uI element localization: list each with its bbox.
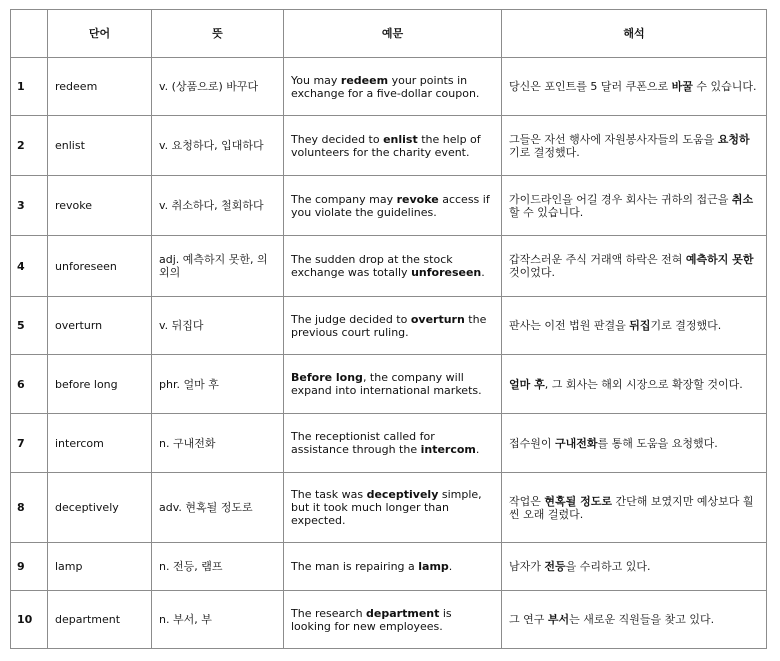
text-fragment: 기로 결정했다. bbox=[509, 145, 580, 159]
text-fragment: 기로 결정했다. bbox=[650, 319, 722, 332]
word-cell: lamp bbox=[48, 543, 152, 591]
header-meaning: 뜻 bbox=[152, 10, 284, 58]
highlight-text: 요청하 bbox=[717, 132, 750, 146]
text-fragment: 남자가 bbox=[509, 560, 545, 573]
table-row bbox=[11, 414, 767, 473]
highlight-text: enlist bbox=[383, 132, 418, 146]
example-cell bbox=[284, 591, 502, 649]
word-cell: overturn bbox=[48, 297, 152, 355]
example-cell bbox=[284, 355, 502, 414]
example-cell bbox=[284, 58, 502, 116]
text-fragment: The sudden drop at the stock exchange was totally bbox=[291, 253, 453, 279]
row-number: 8 bbox=[11, 473, 48, 543]
header-number bbox=[11, 10, 48, 58]
text-fragment: 접수원이 bbox=[509, 436, 556, 450]
text-fragment: , 그 회사는 해외 시장으로 확장할 것이다. bbox=[544, 377, 743, 391]
text-fragment: 판사는 이전 법원 판결을 bbox=[509, 319, 630, 332]
highlight-text: Before long bbox=[291, 371, 363, 384]
highlight-text: lamp bbox=[418, 560, 449, 573]
translation-cell bbox=[502, 116, 767, 176]
highlight-text: unforeseen bbox=[411, 266, 482, 279]
text-fragment: 수 있습니다. bbox=[692, 80, 757, 93]
table-row bbox=[11, 591, 767, 649]
table-row bbox=[11, 176, 767, 236]
text-fragment: They decided to bbox=[291, 132, 384, 146]
example-cell bbox=[284, 176, 502, 236]
row-number: 7 bbox=[11, 414, 48, 473]
text-fragment: . bbox=[481, 266, 485, 279]
meaning-cell: adj. 예측하지 못한, 의외의 bbox=[152, 236, 284, 297]
text-fragment: the help of volunteers for the charity event. bbox=[291, 132, 481, 159]
text-fragment: 가이드라인을 어길 경우 회사는 귀하의 접근을 bbox=[509, 192, 732, 206]
highlight-text: 전등 bbox=[544, 560, 566, 573]
highlight-text: revoke bbox=[396, 192, 439, 206]
text-fragment: 를 통해 도움을 요청했다. bbox=[597, 436, 718, 450]
highlight-text: redeem bbox=[340, 73, 389, 87]
highlight-text: intercom bbox=[420, 443, 476, 456]
text-fragment: 당신은 포인트를 5 달러 쿠폰으로 bbox=[509, 80, 672, 93]
text-fragment: 할 수 있습니다. bbox=[509, 205, 584, 219]
highlight-text: deceptively bbox=[366, 488, 439, 501]
meaning-cell: v. (상품으로) 바꾸다 bbox=[152, 58, 284, 116]
text-fragment: access if you violate the guidelines. bbox=[291, 192, 490, 219]
text-fragment: 그들은 자선 행사에 자원봉사자들의 도움을 bbox=[509, 132, 718, 146]
text-fragment: You may bbox=[291, 73, 341, 87]
row-number: 2 bbox=[11, 116, 48, 176]
meaning-cell: adv. 현혹될 정도로 bbox=[152, 473, 284, 543]
example-cell bbox=[284, 414, 502, 473]
example-cell bbox=[284, 297, 502, 355]
word-cell: redeem bbox=[48, 58, 152, 116]
row-number: 1 bbox=[11, 58, 48, 116]
highlight-text: 예측하지 못한 bbox=[685, 253, 754, 266]
word-cell: intercom bbox=[48, 414, 152, 473]
text-fragment: 간단해 보였지만 예상보다 훨씬 오래 걸렸다. bbox=[509, 494, 754, 521]
header-example: 예문 bbox=[284, 10, 502, 58]
highlight-text: 취소 bbox=[731, 192, 754, 206]
table-row bbox=[11, 58, 767, 116]
row-number: 6 bbox=[11, 355, 48, 414]
translation-cell bbox=[502, 414, 767, 473]
example-cell bbox=[284, 116, 502, 176]
header-translation: 해석 bbox=[502, 10, 767, 58]
translation-cell bbox=[502, 473, 767, 543]
example-cell bbox=[284, 543, 502, 591]
text-fragment: 것이었다. bbox=[509, 266, 556, 279]
text-fragment: . bbox=[448, 560, 453, 573]
translation-cell bbox=[502, 591, 767, 649]
text-fragment: 그 연구 bbox=[509, 613, 548, 626]
text-fragment: The company may bbox=[291, 192, 397, 206]
translation-cell bbox=[502, 297, 767, 355]
text-fragment: The receptionist called for assistance through the bbox=[291, 430, 435, 456]
row-number: 4 bbox=[11, 236, 48, 297]
word-cell: unforeseen bbox=[48, 236, 152, 297]
table-row bbox=[11, 473, 767, 543]
highlight-text: overturn bbox=[410, 312, 465, 326]
table-row bbox=[11, 355, 767, 414]
text-fragment: simple, but it took much longer than expected. bbox=[291, 488, 482, 527]
translation-cell bbox=[502, 355, 767, 414]
text-fragment: The task was bbox=[291, 488, 367, 501]
highlight-text: 바꿀 bbox=[671, 80, 693, 93]
header-row bbox=[11, 10, 767, 58]
translation-cell bbox=[502, 543, 767, 591]
example-cell bbox=[284, 473, 502, 543]
meaning-cell: v. 요청하다, 입대하다 bbox=[152, 116, 284, 176]
translation-cell bbox=[502, 176, 767, 236]
table-row bbox=[11, 116, 767, 176]
meaning-cell: n. 부서, 부 bbox=[152, 591, 284, 649]
meaning-cell: n. 전등, 램프 bbox=[152, 543, 284, 591]
word-cell: before long bbox=[48, 355, 152, 414]
meaning-cell: v. 뒤집다 bbox=[152, 297, 284, 355]
vocabulary-table bbox=[10, 9, 767, 649]
text-fragment: , the company will expand into international markets. bbox=[291, 371, 482, 397]
table-row bbox=[11, 236, 767, 297]
text-fragment: 갑작스러운 주식 거래액 하락은 전혀 bbox=[509, 253, 686, 266]
table-row bbox=[11, 297, 767, 355]
table-row bbox=[11, 543, 767, 591]
header-word: 단어 bbox=[48, 10, 152, 58]
word-cell: department bbox=[48, 591, 152, 649]
translation-cell bbox=[502, 236, 767, 297]
highlight-text: 구내전화 bbox=[555, 436, 598, 450]
text-fragment: 을 수리하고 있다. bbox=[565, 560, 651, 573]
text-fragment: . bbox=[475, 443, 480, 456]
row-number: 5 bbox=[11, 297, 48, 355]
meaning-cell: v. 취소하다, 철회하다 bbox=[152, 176, 284, 236]
highlight-text: 부서 bbox=[547, 613, 570, 626]
translation-cell bbox=[502, 58, 767, 116]
word-cell: deceptively bbox=[48, 473, 152, 543]
highlight-text: 뒤집 bbox=[629, 319, 651, 332]
meaning-cell: phr. 얼마 후 bbox=[152, 355, 284, 414]
text-fragment: The research bbox=[291, 606, 367, 620]
highlight-text: 현혹될 정도로 bbox=[544, 494, 612, 508]
text-fragment: the previous court ruling. bbox=[291, 312, 487, 339]
text-fragment: The man is repairing a bbox=[291, 560, 419, 573]
text-fragment: 작업은 bbox=[509, 494, 545, 508]
row-number: 10 bbox=[11, 591, 48, 649]
row-number: 3 bbox=[11, 176, 48, 236]
text-fragment: 는 새로운 직원들을 찾고 있다. bbox=[569, 613, 715, 626]
text-fragment: your points in exchange for a five-dollar coupon. bbox=[291, 73, 480, 100]
word-cell: enlist bbox=[48, 116, 152, 176]
row-number: 9 bbox=[11, 543, 48, 591]
highlight-text: 얼마 후 bbox=[509, 377, 545, 391]
highlight-text: department bbox=[366, 606, 440, 620]
example-cell bbox=[284, 236, 502, 297]
text-fragment: is looking for new employees. bbox=[291, 606, 452, 633]
meaning-cell: n. 구내전화 bbox=[152, 414, 284, 473]
word-cell: revoke bbox=[48, 176, 152, 236]
text-fragment: The judge decided to bbox=[291, 312, 411, 326]
